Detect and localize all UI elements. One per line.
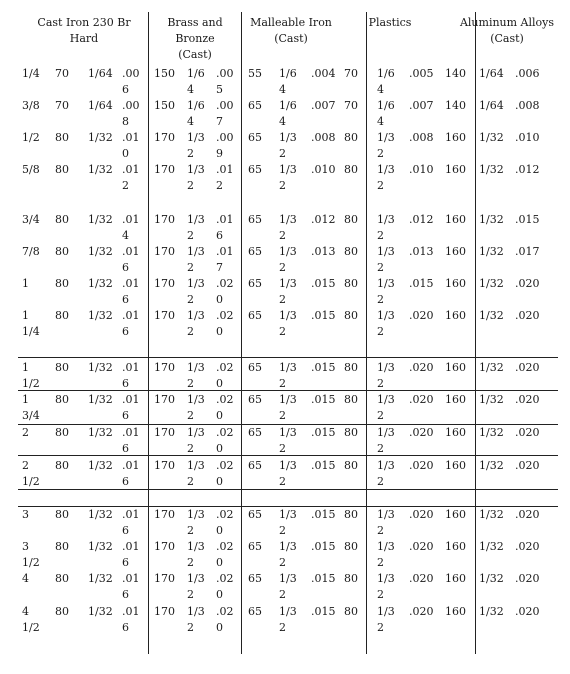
table-cell: 1/3 2 <box>279 605 297 634</box>
table-cell: .00 6 <box>122 67 140 96</box>
table-cell: 80 <box>344 163 358 176</box>
table-cell: 160 <box>445 309 466 322</box>
table-cell: 1/32 <box>88 213 113 226</box>
table-cell: 80 <box>344 393 358 406</box>
table-cell: 1/32 <box>479 459 504 472</box>
header-aluminum-alloys: Aluminum Alloys (Cast) <box>459 16 555 45</box>
table-cell: 65 <box>248 163 262 176</box>
table-cell: .020 <box>515 605 540 618</box>
table-cell: .010 <box>409 163 434 176</box>
table-cell: .007 <box>409 99 434 112</box>
table-cell: .015 <box>311 572 336 585</box>
table-cell: 1/6 4 <box>279 99 297 128</box>
table-cell: .02 0 <box>216 393 234 422</box>
table-cell: 1/6 4 <box>187 99 205 128</box>
row-size-cell: 1 3/4 <box>22 393 40 422</box>
table-cell: 1/32 <box>479 309 504 322</box>
table-cell: .01 6 <box>122 361 140 390</box>
table-cell: .020 <box>515 540 540 553</box>
table-cell: 140 <box>445 67 466 80</box>
table-cell: .01 6 <box>122 245 140 274</box>
table-cell: 1/32 <box>479 540 504 553</box>
table-cell: 160 <box>445 605 466 618</box>
table-cell: 1/3 2 <box>377 393 395 422</box>
header-brass-bronze: Brass and Bronze (Cast) <box>167 16 223 61</box>
table-cell: 1/32 <box>88 393 113 406</box>
table-cell: 170 <box>154 361 175 374</box>
table-cell: 80 <box>55 508 69 521</box>
table-cell: 1/3 2 <box>279 459 297 488</box>
table-cell: 1/3 2 <box>187 393 205 422</box>
table-cell: 170 <box>154 508 175 521</box>
table-cell: 1/64 <box>88 99 113 112</box>
column-divider <box>475 12 476 654</box>
table-cell: 160 <box>445 393 466 406</box>
table-cell: 80 <box>344 245 358 258</box>
table-cell: 65 <box>248 277 262 290</box>
table-cell: 65 <box>248 605 262 618</box>
table-cell: .004 <box>311 67 336 80</box>
table-cell: .02 0 <box>216 361 234 390</box>
column-divider <box>366 12 367 654</box>
row-size-cell: 3 <box>22 508 29 521</box>
table-cell: 1/3 2 <box>187 131 205 160</box>
table-cell: 1/32 <box>88 508 113 521</box>
table-cell: .013 <box>409 245 434 258</box>
table-cell: 1/32 <box>479 572 504 585</box>
row-size-cell: 3/4 <box>22 213 40 226</box>
table-cell: 170 <box>154 277 175 290</box>
table-cell: 65 <box>248 309 262 322</box>
table-cell: 140 <box>445 99 466 112</box>
table-cell: 170 <box>154 309 175 322</box>
table-cell: 1/32 <box>479 605 504 618</box>
table-cell: .01 2 <box>122 163 140 192</box>
table-cell: .020 <box>409 605 434 618</box>
table-cell: .020 <box>409 309 434 322</box>
table-cell: 1/3 2 <box>377 361 395 390</box>
table-cell: 1/32 <box>88 426 113 439</box>
table-cell: 1/3 2 <box>377 605 395 634</box>
table-cell: .015 <box>311 605 336 618</box>
table-cell: .005 <box>409 67 434 80</box>
table-cell: .008 <box>515 99 540 112</box>
row-size-cell: 1 1/4 <box>22 309 40 338</box>
table-cell: .01 6 <box>122 540 140 569</box>
table-cell: 1/32 <box>88 163 113 176</box>
table-cell: 1/3 2 <box>279 426 297 455</box>
table-cell: 1/3 2 <box>279 361 297 390</box>
table-cell: 1/64 <box>479 99 504 112</box>
table-cell: 1/32 <box>88 459 113 472</box>
table-cell: .01 6 <box>122 426 140 455</box>
table-cell: 80 <box>55 540 69 553</box>
table-cell: .00 7 <box>216 99 234 128</box>
table-cell: 1/3 2 <box>377 131 395 160</box>
table-cell: 80 <box>55 277 69 290</box>
table-cell: 1/64 <box>88 67 113 80</box>
table-cell: 1/32 <box>88 605 113 618</box>
table-cell: 1/3 2 <box>279 572 297 601</box>
table-cell: 80 <box>55 605 69 618</box>
table-cell: .02 0 <box>216 572 234 601</box>
table-cell: 160 <box>445 131 466 144</box>
header-malleable-iron: Malleable Iron (Cast) <box>250 16 332 45</box>
table-cell: .015 <box>515 213 540 226</box>
header-cast-iron: Cast Iron 230 Br Hard <box>37 16 131 45</box>
table-cell: .02 0 <box>216 540 234 569</box>
table-cell: 1/32 <box>479 131 504 144</box>
table-cell: 1/32 <box>479 393 504 406</box>
table-cell: 160 <box>445 459 466 472</box>
table-cell: 80 <box>55 459 69 472</box>
table-cell: 80 <box>344 131 358 144</box>
table-cell: 1/3 2 <box>279 277 297 306</box>
table-cell: .01 6 <box>122 393 140 422</box>
table-cell: 1/3 2 <box>279 213 297 242</box>
table-cell: 65 <box>248 572 262 585</box>
table-cell: 1/32 <box>88 131 113 144</box>
table-cell: 65 <box>248 245 262 258</box>
table-cell: 1/3 2 <box>187 508 205 537</box>
table-cell: 1/3 2 <box>279 309 297 338</box>
table-cell: 80 <box>344 459 358 472</box>
table-cell: .015 <box>311 309 336 322</box>
table-cell: 80 <box>55 309 69 322</box>
table-cell: .01 6 <box>122 605 140 634</box>
table-cell: .01 4 <box>122 213 140 242</box>
table-cell: .01 7 <box>216 245 234 274</box>
column-divider <box>241 12 242 654</box>
table-cell: 1/3 2 <box>279 163 297 192</box>
table-cell: 160 <box>445 213 466 226</box>
table-cell: 80 <box>344 508 358 521</box>
table-cell: .01 0 <box>122 131 140 160</box>
table-cell: .01 6 <box>122 277 140 306</box>
table-cell: .020 <box>515 426 540 439</box>
table-cell: 170 <box>154 459 175 472</box>
table-cell: 1/3 2 <box>187 605 205 634</box>
table-cell: 1/32 <box>479 508 504 521</box>
table-cell: 65 <box>248 459 262 472</box>
table-cell: 70 <box>344 67 358 80</box>
table-cell: 1/3 2 <box>187 309 205 338</box>
table-cell: 80 <box>55 131 69 144</box>
table-cell: .015 <box>311 361 336 374</box>
table-cell: 65 <box>248 131 262 144</box>
table-cell: 160 <box>445 163 466 176</box>
table-cell: 80 <box>344 309 358 322</box>
table-cell: 65 <box>248 361 262 374</box>
table-cell: 1/3 2 <box>187 277 205 306</box>
table-cell: .01 6 <box>122 572 140 601</box>
table-cell: 170 <box>154 131 175 144</box>
table-cell: 70 <box>344 99 358 112</box>
table-cell: 70 <box>55 67 69 80</box>
table-cell: 1/6 4 <box>377 67 395 96</box>
table-cell: .01 6 <box>122 459 140 488</box>
table-cell: 1/3 2 <box>187 540 205 569</box>
row-divider <box>18 357 558 358</box>
table-cell: 170 <box>154 605 175 618</box>
table-cell: .013 <box>311 245 336 258</box>
table-cell: .020 <box>515 393 540 406</box>
table-cell: .020 <box>409 426 434 439</box>
table-cell: .020 <box>409 508 434 521</box>
table-cell: .02 0 <box>216 508 234 537</box>
table-cell: 1/3 2 <box>377 309 395 338</box>
table-cell: .017 <box>515 245 540 258</box>
table-cell: 80 <box>55 572 69 585</box>
table-cell: 170 <box>154 426 175 439</box>
table-cell: .020 <box>515 508 540 521</box>
row-size-cell: 2 1/2 <box>22 459 40 488</box>
table-cell: 1/3 2 <box>279 245 297 274</box>
table-cell: 160 <box>445 540 466 553</box>
table-cell: 80 <box>55 245 69 258</box>
table-cell: .020 <box>409 393 434 406</box>
table-cell: 1/32 <box>479 426 504 439</box>
row-size-cell: 7/8 <box>22 245 40 258</box>
table-cell: 55 <box>248 67 262 80</box>
table-cell: 1/3 2 <box>279 540 297 569</box>
table-cell: .012 <box>311 213 336 226</box>
table-cell: 1/32 <box>479 277 504 290</box>
table-cell: 80 <box>344 213 358 226</box>
table-cell: .015 <box>311 540 336 553</box>
table-cell: .02 0 <box>216 426 234 455</box>
table-cell: 1/3 2 <box>377 245 395 274</box>
table-cell: 1/3 2 <box>377 508 395 537</box>
table-cell: .00 5 <box>216 67 234 96</box>
table-cell: .006 <box>515 67 540 80</box>
table-cell: 170 <box>154 572 175 585</box>
table-cell: 65 <box>248 393 262 406</box>
column-divider <box>148 12 149 654</box>
table-cell: 1/3 2 <box>377 572 395 601</box>
table-cell: .020 <box>515 277 540 290</box>
table-cell: .008 <box>409 131 434 144</box>
table-cell: .015 <box>311 393 336 406</box>
table-cell: .010 <box>515 131 540 144</box>
table-cell: 80 <box>55 393 69 406</box>
table-cell: 160 <box>445 277 466 290</box>
table-cell: 170 <box>154 393 175 406</box>
table-cell: .015 <box>409 277 434 290</box>
table-cell: 80 <box>344 361 358 374</box>
table-cell: 160 <box>445 572 466 585</box>
header-plastics: Plastics <box>368 16 412 29</box>
table-cell: 1/3 2 <box>187 426 205 455</box>
table-cell: .020 <box>409 572 434 585</box>
row-size-cell: 1/2 <box>22 131 40 144</box>
table-cell: 80 <box>55 213 69 226</box>
table-cell: .020 <box>409 459 434 472</box>
row-size-cell: 3 1/2 <box>22 540 40 569</box>
table-cell: 1/6 4 <box>377 99 395 128</box>
row-size-cell: 1/4 <box>22 67 40 80</box>
row-size-cell: 2 <box>22 426 29 439</box>
table-cell: .01 6 <box>122 508 140 537</box>
table-cell: 80 <box>344 572 358 585</box>
table-cell: .020 <box>515 309 540 322</box>
table-cell: 1/6 4 <box>187 67 205 96</box>
table-cell: 1/32 <box>88 572 113 585</box>
row-size-cell: 5/8 <box>22 163 40 176</box>
row-size-cell: 4 1/2 <box>22 605 40 634</box>
table-cell: 1/32 <box>88 540 113 553</box>
table-cell: .020 <box>515 459 540 472</box>
table-cell: .00 8 <box>122 99 140 128</box>
table-cell: 65 <box>248 99 262 112</box>
table-cell: 1/3 2 <box>279 393 297 422</box>
table-cell: 65 <box>248 508 262 521</box>
table-cell: .02 0 <box>216 309 234 338</box>
table-cell: .020 <box>409 361 434 374</box>
row-size-cell: 1 1/2 <box>22 361 40 390</box>
table-cell: .00 9 <box>216 131 234 160</box>
table-cell: 160 <box>445 508 466 521</box>
table-cell: 80 <box>55 361 69 374</box>
table-cell: 1/3 2 <box>187 572 205 601</box>
table-cell: .008 <box>311 131 336 144</box>
row-size-cell: 4 <box>22 572 29 585</box>
table-cell: .01 2 <box>216 163 234 192</box>
table-cell: .015 <box>311 277 336 290</box>
table-cell: 1/3 2 <box>377 426 395 455</box>
table-cell: 160 <box>445 361 466 374</box>
table-cell: .02 0 <box>216 277 234 306</box>
table-cell: 150 <box>154 67 175 80</box>
table-cell: 1/32 <box>479 163 504 176</box>
table-cell: 1/3 2 <box>377 540 395 569</box>
table-cell: .012 <box>409 213 434 226</box>
table-cell: .01 6 <box>216 213 234 242</box>
table-cell: 1/32 <box>88 361 113 374</box>
table-cell: .015 <box>311 426 336 439</box>
table-cell: .020 <box>409 540 434 553</box>
table-cell: 65 <box>248 540 262 553</box>
table-cell: .02 0 <box>216 605 234 634</box>
table-cell: .020 <box>515 361 540 374</box>
table-cell: .012 <box>515 163 540 176</box>
table-cell: 1/32 <box>88 245 113 258</box>
table-cell: 80 <box>344 605 358 618</box>
table-cell: 80 <box>344 277 358 290</box>
table-cell: 70 <box>55 99 69 112</box>
table-cell: .020 <box>515 572 540 585</box>
table-cell: 80 <box>55 163 69 176</box>
table-cell: 170 <box>154 163 175 176</box>
table-cell: .010 <box>311 163 336 176</box>
table-cell: .02 0 <box>216 459 234 488</box>
table-cell: 80 <box>55 426 69 439</box>
table-cell: .01 6 <box>122 309 140 338</box>
table-cell: 1/3 2 <box>279 508 297 537</box>
table-cell: 170 <box>154 245 175 258</box>
table-cell: 150 <box>154 99 175 112</box>
table-cell: 1/32 <box>88 277 113 290</box>
table-cell: 65 <box>248 213 262 226</box>
table-cell: 1/6 4 <box>279 67 297 96</box>
table-cell: 1/3 2 <box>377 459 395 488</box>
table-cell: .007 <box>311 99 336 112</box>
table-cell: 80 <box>344 540 358 553</box>
row-size-cell: 3/8 <box>22 99 40 112</box>
table-cell: 80 <box>344 426 358 439</box>
table-cell: 160 <box>445 426 466 439</box>
table-cell: 1/3 2 <box>187 245 205 274</box>
table-cell: 1/3 2 <box>187 459 205 488</box>
table-cell: 170 <box>154 540 175 553</box>
table-cell: 1/64 <box>479 67 504 80</box>
table-cell: 160 <box>445 245 466 258</box>
table-cell: 1/32 <box>479 213 504 226</box>
table-cell: 1/3 2 <box>187 361 205 390</box>
table-cell: 1/3 2 <box>187 163 205 192</box>
table-cell: 170 <box>154 213 175 226</box>
table-cell: 1/32 <box>479 245 504 258</box>
table-cell: 1/3 2 <box>187 213 205 242</box>
table-cell: 1/3 2 <box>377 277 395 306</box>
table-cell: .015 <box>311 508 336 521</box>
table-cell: 65 <box>248 426 262 439</box>
table-cell: 1/3 2 <box>279 131 297 160</box>
table-cell: 1/32 <box>88 309 113 322</box>
table-cell: 1/3 2 <box>377 163 395 192</box>
table-cell: 1/32 <box>479 361 504 374</box>
table-cell: .015 <box>311 459 336 472</box>
table-cell: 1/3 2 <box>377 213 395 242</box>
row-size-cell: 1 <box>22 277 29 290</box>
